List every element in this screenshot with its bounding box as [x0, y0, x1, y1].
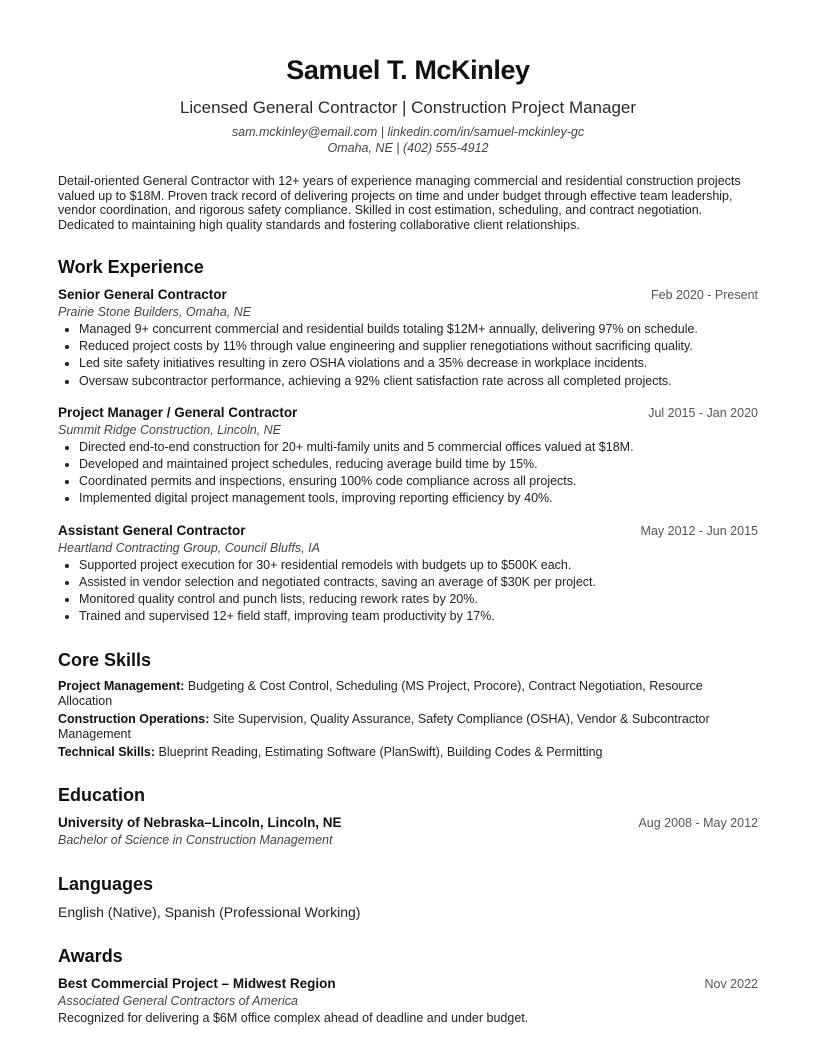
- job-entry: [58, 286, 758, 390]
- job-company: Heartland Contracting Group, Council Bluffs, IA: [58, 540, 320, 555]
- education-section: [58, 784, 758, 849]
- award-name: Best Commercial Project – Midwest Region: [58, 976, 336, 992]
- work-experience-section: [58, 256, 758, 625]
- award-description: Recognized for delivering a $6M office complex ahead of deadline and under budget.: [58, 1011, 529, 1026]
- contact-line-email-linkedin: sam.mckinley@email.com | linkedin.com/in/samuel-mckinley-gc: [231, 125, 585, 139]
- job-bullets: [58, 439, 758, 508]
- job-bullets: [58, 557, 758, 626]
- skill-text: Budgeting & Cost Control, Scheduling (MS Project, Procore), Contract Negotiation, Resource Allocation: [58, 679, 703, 709]
- job-bullet: • Coordinated permits and inspections, ensuring 100% code compliance across all projects.: [79, 473, 758, 490]
- section-title-core-skills: Core Skills: [58, 650, 152, 671]
- languages-text: English (Native), Spanish (Professional Working): [58, 904, 361, 921]
- job-date: May 2012 - Jun 2015: [640, 523, 758, 538]
- languages-section: [58, 873, 758, 921]
- job-bullet: • Trained and supervised 12+ field staff, improving team productivity by 17%.: [79, 608, 758, 625]
- job-bullets: [58, 321, 758, 390]
- degree: Bachelor of Science in Construction Management: [58, 833, 333, 848]
- education-date: Aug 2008 - May 2012: [638, 816, 758, 831]
- resume-page: [58, 52, 758, 1026]
- job-bullet: • Managed 9+ concurrent commercial and residential builds totaling $12M+ annually, delivering 97% on schedule.: [79, 321, 758, 338]
- job-bullet: • Directed end-to-end construction for 20+ multi-family units and 5 commercial offices valued at $18M.: [79, 439, 758, 456]
- skill-label: Construction Operations:: [58, 712, 210, 727]
- award-date: Nov 2022: [704, 977, 758, 992]
- contact-line-location-phone: Omaha, NE | (402) 555-4912: [327, 141, 489, 155]
- candidate-name: Samuel T. McKinley: [286, 55, 530, 85]
- job-entry: [58, 404, 758, 508]
- job-title: Senior General Contractor: [58, 287, 227, 302]
- job-bullet: • Oversaw subcontractor performance, achieving a 92% client satisfaction rate across all completed projects.: [79, 373, 758, 390]
- candidate-headline: Licensed General Contractor | Construction Project Manager: [179, 98, 637, 117]
- job-date: Feb 2020 - Present: [650, 288, 758, 302]
- job-date: Jul 2015 - Jan 2020: [648, 405, 758, 420]
- job-title: Project Manager / General Contractor: [58, 404, 298, 420]
- skill-label: Project Management:: [58, 679, 185, 694]
- job-entry: [58, 522, 758, 626]
- skill-row: [58, 679, 758, 709]
- professional-summary: Detail-oriented General Contractor with 12+ years of experience managing commercial and residential construction projects valued up to $18M. Proven track record of delivering projects on time and under budget through effective team leadership, vendor coordination, and rigorous safety compliance. Skilled in cost estimation, scheduling, and contract negotiation. Dedicated to maintaining high quality standards and fostering collaborative client relationships.: [58, 174, 741, 232]
- job-bullet: • Led site safety initiatives resulting in zero OSHA violations and a 35% decrease in workplace incidents.: [79, 355, 758, 372]
- job-bullet: • Reduced project costs by 11% through value engineering and supplier renegotiations without sacrificing quality.: [79, 338, 758, 355]
- job-bullet: • Monitored quality control and punch lists, reducing rework rates by 20%.: [79, 591, 758, 608]
- skill-row: [58, 712, 758, 742]
- job-bullet: • Developed and maintained project schedules, reducing average build time by 15%.: [79, 456, 758, 473]
- job-bullet: • Supported project execution for 30+ residential remodels with budgets up to $500K each.: [79, 557, 758, 574]
- section-title-languages: Languages: [58, 874, 154, 895]
- job-bullet: • Implemented digital project management tools, improving reporting efficiency by 40%.: [79, 490, 758, 507]
- job-company: Prairie Stone Builders, Omaha, NE: [58, 305, 252, 319]
- skill-label: Technical Skills:: [58, 745, 156, 760]
- awards-section: [58, 945, 758, 1026]
- core-skills-section: [58, 649, 758, 760]
- school-name: University of Nebraska–Lincoln, Lincoln, NE: [58, 815, 342, 831]
- section-title-work-experience: Work Experience: [58, 257, 204, 277]
- skill-row: [58, 745, 758, 760]
- section-title-education: Education: [58, 785, 146, 806]
- skill-text: Blueprint Reading, Estimating Software (PlanSwift), Building Codes & Permitting: [158, 745, 603, 760]
- job-company: Summit Ridge Construction, Lincoln, NE: [58, 422, 282, 437]
- job-bullet: • Assisted in vendor selection and negotiated contracts, saving an average of $30K per project.: [79, 574, 758, 591]
- skill-text: Site Supervision, Quality Assurance, Safety Compliance (OSHA), Vendor & Subcontractor Management: [58, 712, 710, 742]
- job-title: Assistant General Contractor: [58, 522, 246, 538]
- section-title-awards: Awards: [58, 946, 123, 967]
- award-issuer: Associated General Contractors of America: [58, 994, 298, 1009]
- resume-header: [58, 52, 758, 156]
